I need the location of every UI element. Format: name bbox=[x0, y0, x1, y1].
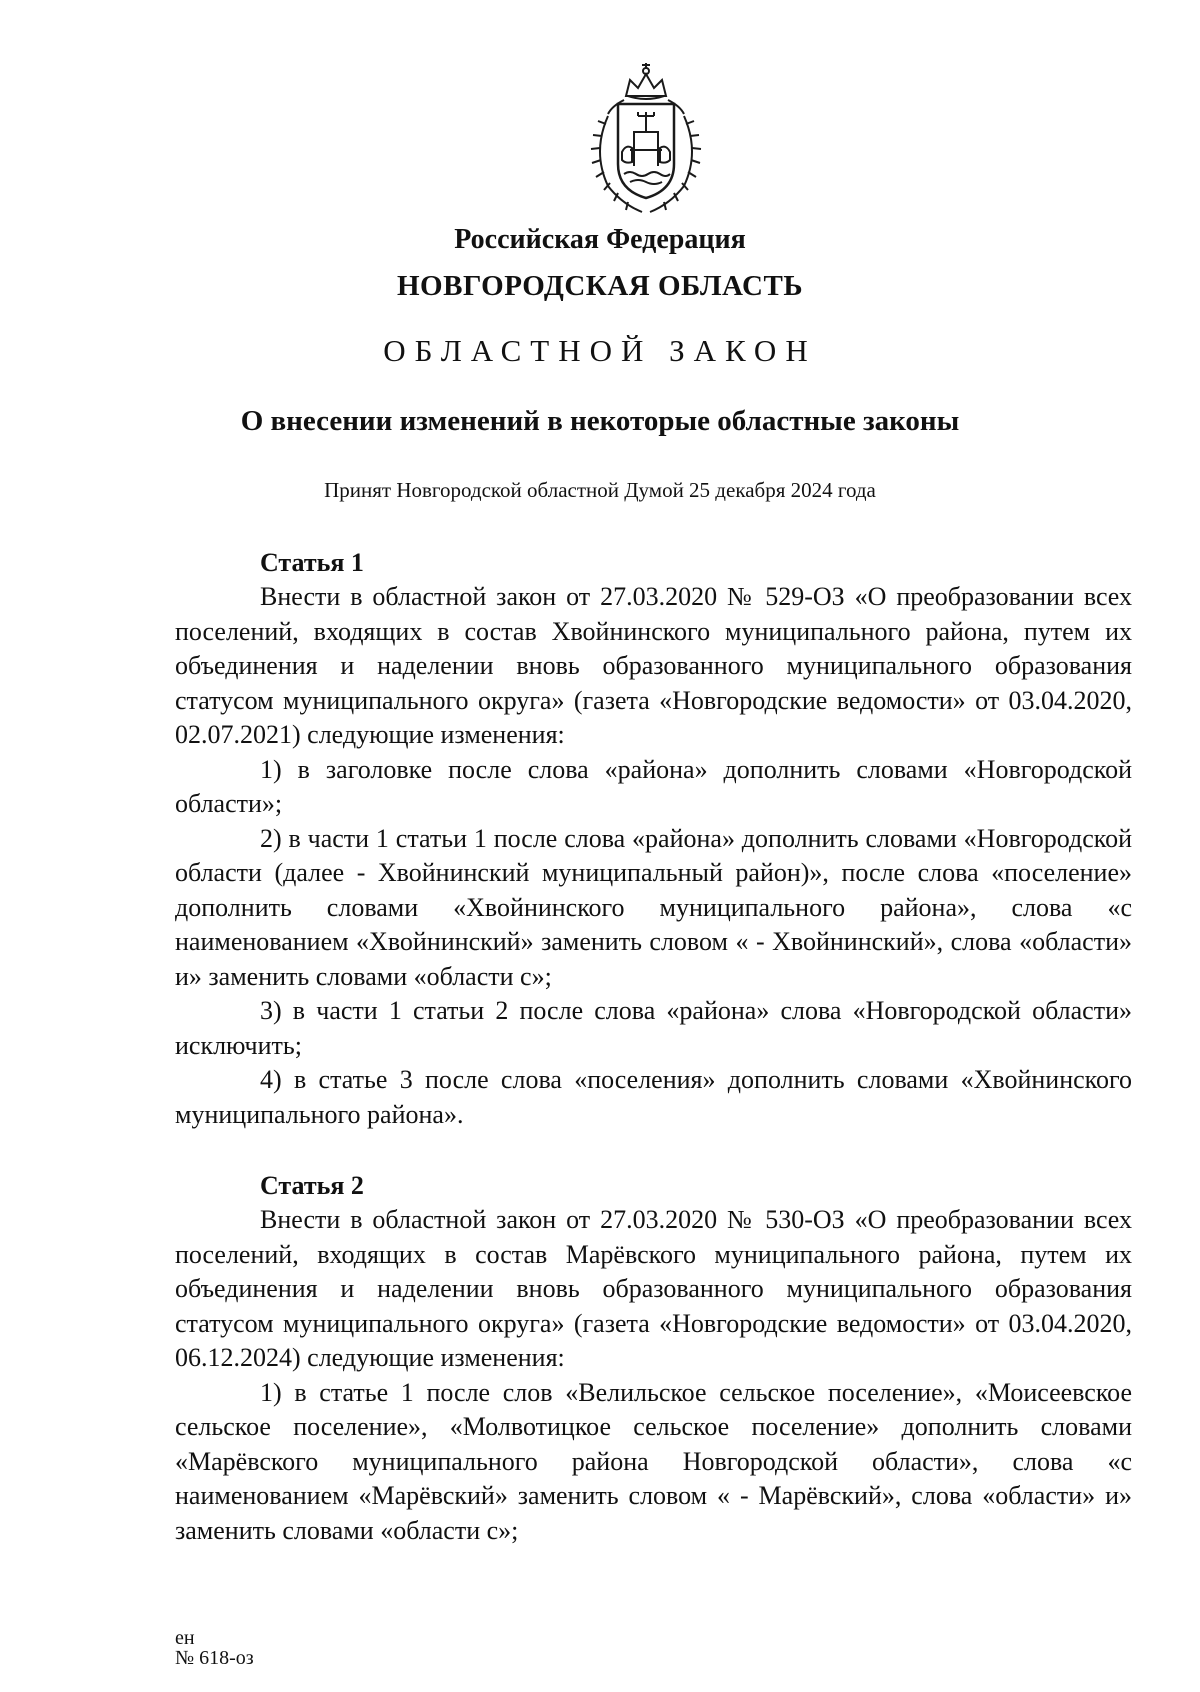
article-1 bbox=[175, 546, 1132, 1132]
novgorod-coat-of-arms-icon bbox=[578, 62, 714, 220]
document-footer bbox=[175, 1628, 254, 1668]
region-heading: НОВГОРОДСКАЯ ОБЛАСТЬ bbox=[396, 270, 804, 302]
article-paragraph: 2) в части 1 статьи 1 после слова «района» дополнить словами «Новгородской области (далее - Хвойнинский муниципальный район)», после слова «поселение» дополнить словами «Хвойнинского муниципального района», слова «с наименованием «Хвойнинский» заменить словом « - Хвойнинский», слова «области» и» заменить словами «области с»; bbox=[175, 823, 1132, 991]
executor-initials: ен bbox=[175, 1627, 195, 1649]
article-paragraph: 3) в части 1 статьи 2 после слова «района» слова «Новгородской области» исключить; bbox=[175, 996, 1132, 1060]
article-paragraph: Внести в областной закон от 27.03.2020 № 529-ОЗ «О преобразовании всех поселений, входящих в состав Хвойнинского муниципального района, путем их объединения и наделении вновь образованного муниципального образования статусом муниципального округа» (газета «Новгородские ведомости» от 03.04.2020, 02.07.2021) следующие изменения: bbox=[175, 582, 1132, 749]
article-paragraph: Внести в областной закон от 27.03.2020 № 530-ОЗ «О преобразовании всех поселений, входящих в состав Марёвского муниципального района, путем их объединения и наделении вновь образованного муниципального образования статусом муниципального округа» (газета «Новгородские ведомости» от 03.04.2020, 06.12.2024) следующие изменения: bbox=[175, 1205, 1132, 1372]
law-title: О внесении изменений в некоторые областные законы bbox=[240, 405, 960, 437]
article-heading: Статья 1 bbox=[260, 548, 364, 577]
document-type-heading: ОБЛАСТНОЙ ЗАКОН bbox=[383, 333, 817, 368]
article-paragraph: 1) в заголовке после слова «района» дополнить словами «Новгородской области»; bbox=[175, 754, 1132, 818]
article-paragraph: 4) в статье 3 после слова «поселения» дополнить словами «Хвойнинского муниципального района». bbox=[175, 1065, 1132, 1129]
article-paragraph: 1) в статье 1 после слов «Велильское сельское поселение», «Моисеевское сельское поселение», «Молвотицкое сельское поселение» дополнить словами «Марёвского муниципального района Новгородской области», слова «с наименованием «Марёвский» заменить словом « - Марёвский», слова «области» и» заменить словами «области с»; bbox=[175, 1377, 1132, 1545]
article-heading: Статья 2 bbox=[260, 1171, 364, 1200]
law-number: № 618-оз bbox=[175, 1647, 254, 1669]
federation-heading: Российская Федерация bbox=[454, 224, 746, 255]
adoption-line: Принят Новгородской областной Думой 25 декабря 2024 года bbox=[324, 478, 876, 502]
article-2 bbox=[175, 1169, 1132, 1548]
